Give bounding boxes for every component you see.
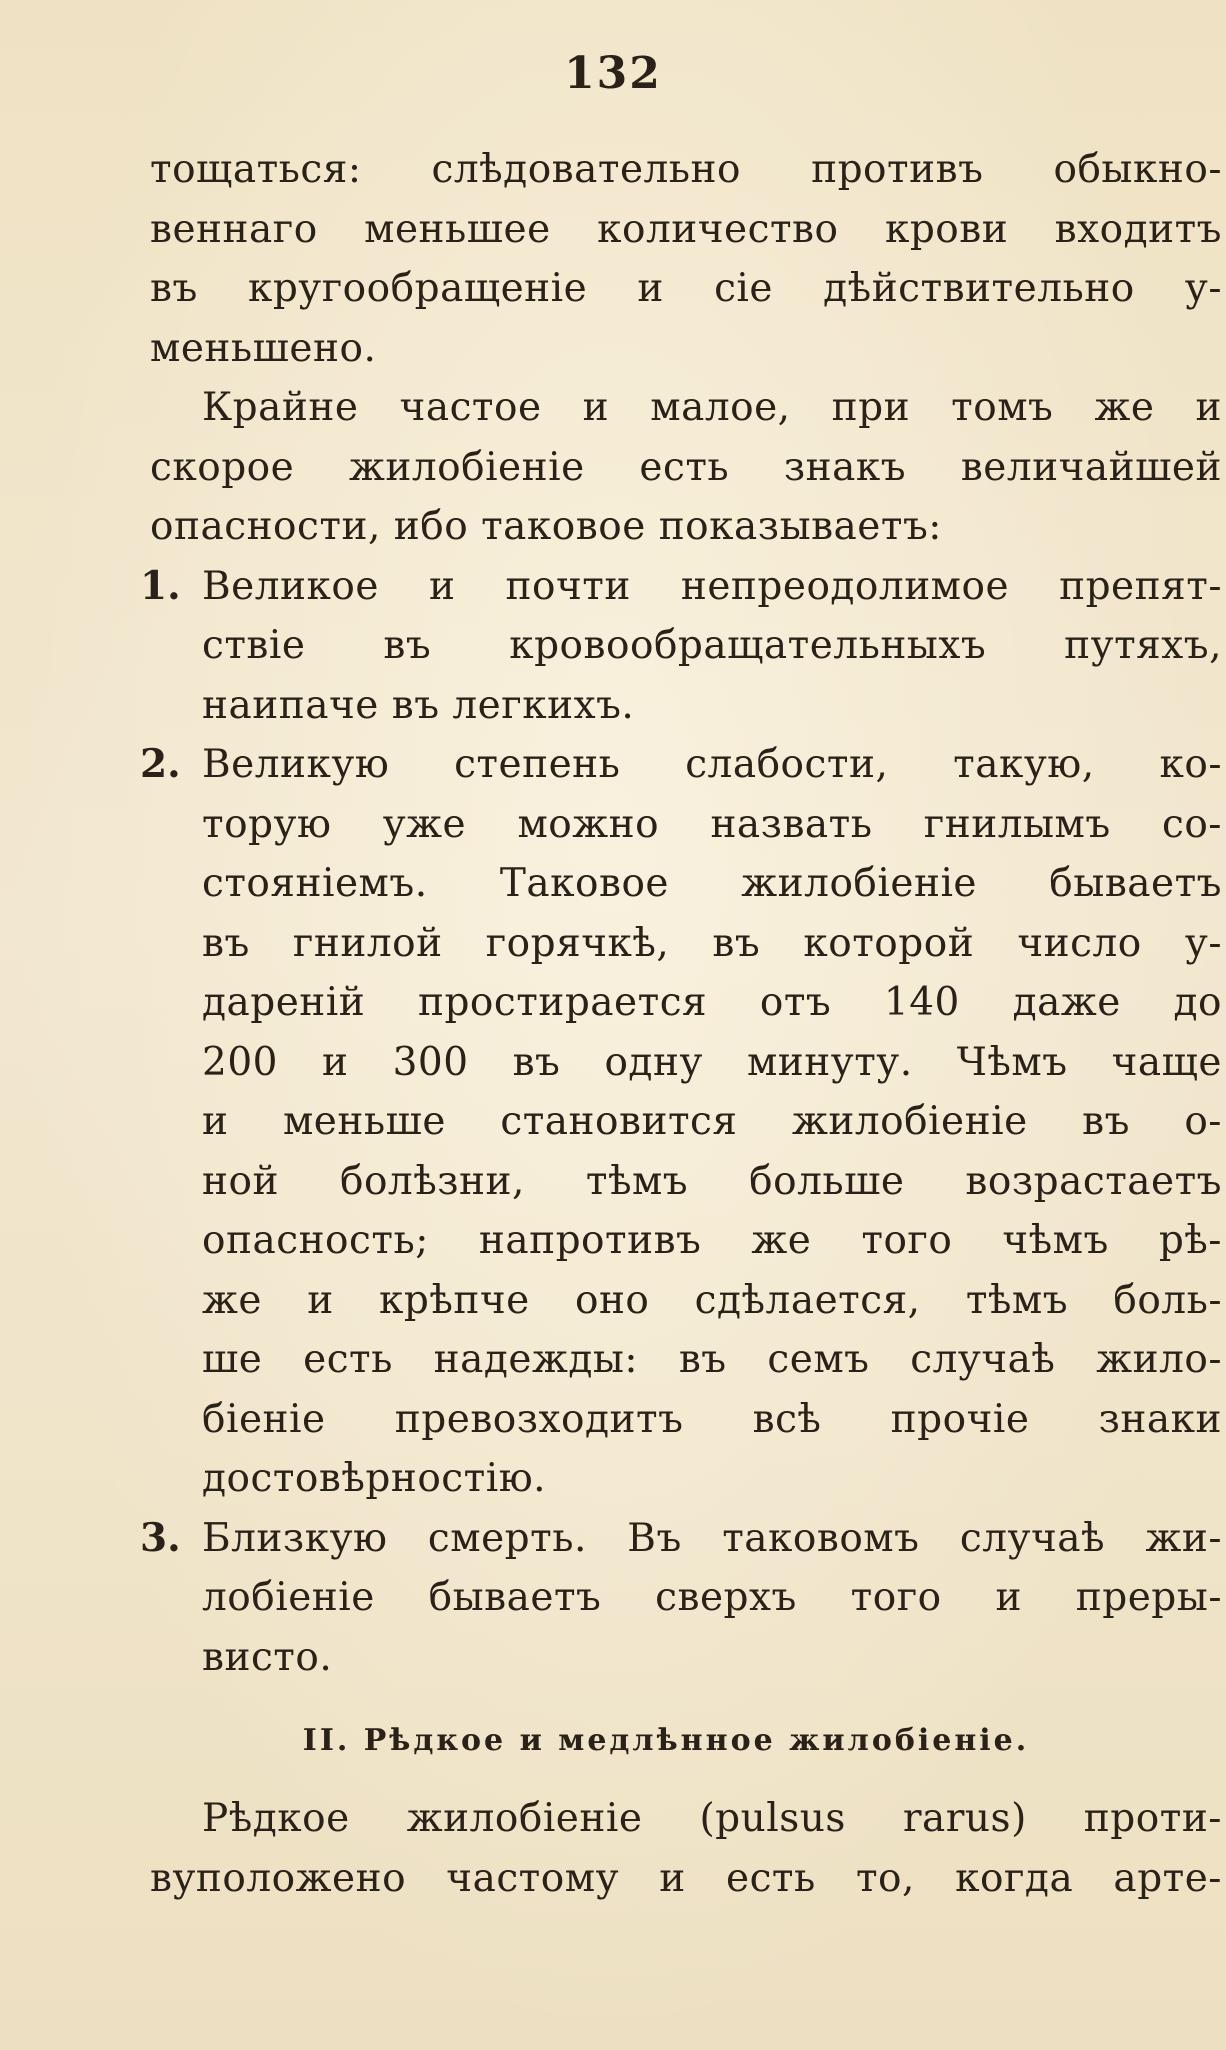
text-line: лобіеніе бываетъ сверхъ того и преры- <box>202 1575 1222 1620</box>
text-line: біеніе превозходитъ всѣ прочіе знаки <box>202 1396 1222 1442</box>
text-line: висто. <box>202 1634 333 1680</box>
text-line: наипаче въ легкихъ. <box>202 682 635 728</box>
list-item-number: 2. <box>140 741 181 787</box>
text-line: въ кругообращеніе и сіе дѣйствительно у- <box>150 266 1222 311</box>
text-line: Рѣдкое жилобіеніе (pulsus rarus) проти- <box>202 1796 1222 1841</box>
text-line: стояніемъ. Таковое жилобіеніе бываетъ <box>202 861 1222 906</box>
list-item <box>140 557 1222 736</box>
text-line: достовѣрностію. <box>202 1456 547 1501</box>
paragraph-rare-pulse <box>150 1789 1222 1908</box>
page-body <box>140 140 1222 1908</box>
text-line: вуположено частому и есть то, когда арте- <box>150 1855 1222 1901</box>
text-line: же и крѣпче оно сдѣлается, тѣмъ боль- <box>202 1277 1222 1323</box>
text-line: и меньше становится жилобіеніе въ о- <box>202 1099 1222 1144</box>
list-item-number: 3. <box>140 1514 181 1561</box>
section-heading: II. Рѣдкое и медлѣнное жилобіеніе. <box>302 1723 1030 1758</box>
text-line: меньшено. <box>150 325 377 371</box>
text-line: въ гнилой горячкѣ, въ которой число у- <box>202 920 1222 966</box>
text-line: 200 и 300 въ одну минуту. Чѣмъ чаще <box>202 1039 1222 1085</box>
text-line: торую уже можно назвать гнилымъ со- <box>202 801 1222 847</box>
intro-paragraph <box>150 140 1222 378</box>
text-line: Великую степень слабости, такую, ко- <box>202 742 1222 787</box>
list-item <box>140 735 1222 1509</box>
text-line: опасность; напротивъ же того чѣмъ рѣ- <box>202 1218 1222 1263</box>
list-item-number: 1. <box>140 562 181 609</box>
text-line: ствіе въ кровообращательныхъ путяхъ, <box>202 623 1222 668</box>
paragraph-pulse-danger <box>150 378 1222 557</box>
text-line: ной болѣзни, тѣмъ больше возрастаетъ <box>202 1158 1222 1204</box>
text-line: веннаго меньшее количество крови входитъ <box>150 206 1222 252</box>
text-line: опасности, ибо таковое показываетъ: <box>150 504 942 549</box>
list-item <box>140 1509 1222 1688</box>
text-line: дареній простирается отъ 140 даже до <box>202 980 1222 1025</box>
text-line: Великое и почти непреодолимое препят- <box>202 563 1222 609</box>
text-line: скорое жилобіеніе есть знакъ величайшей <box>150 444 1222 490</box>
text-line: Близкую смерть. Въ таковомъ случаѣ жи- <box>202 1515 1222 1561</box>
text-line: ше есть надежды: въ семъ случаѣ жило- <box>202 1337 1222 1382</box>
text-line: Крайне частое и малое, при томъ же и <box>202 385 1222 430</box>
text-line: тощаться: слѣдовательно противъ обыкно- <box>150 147 1222 192</box>
page-number: 132 <box>564 48 662 99</box>
